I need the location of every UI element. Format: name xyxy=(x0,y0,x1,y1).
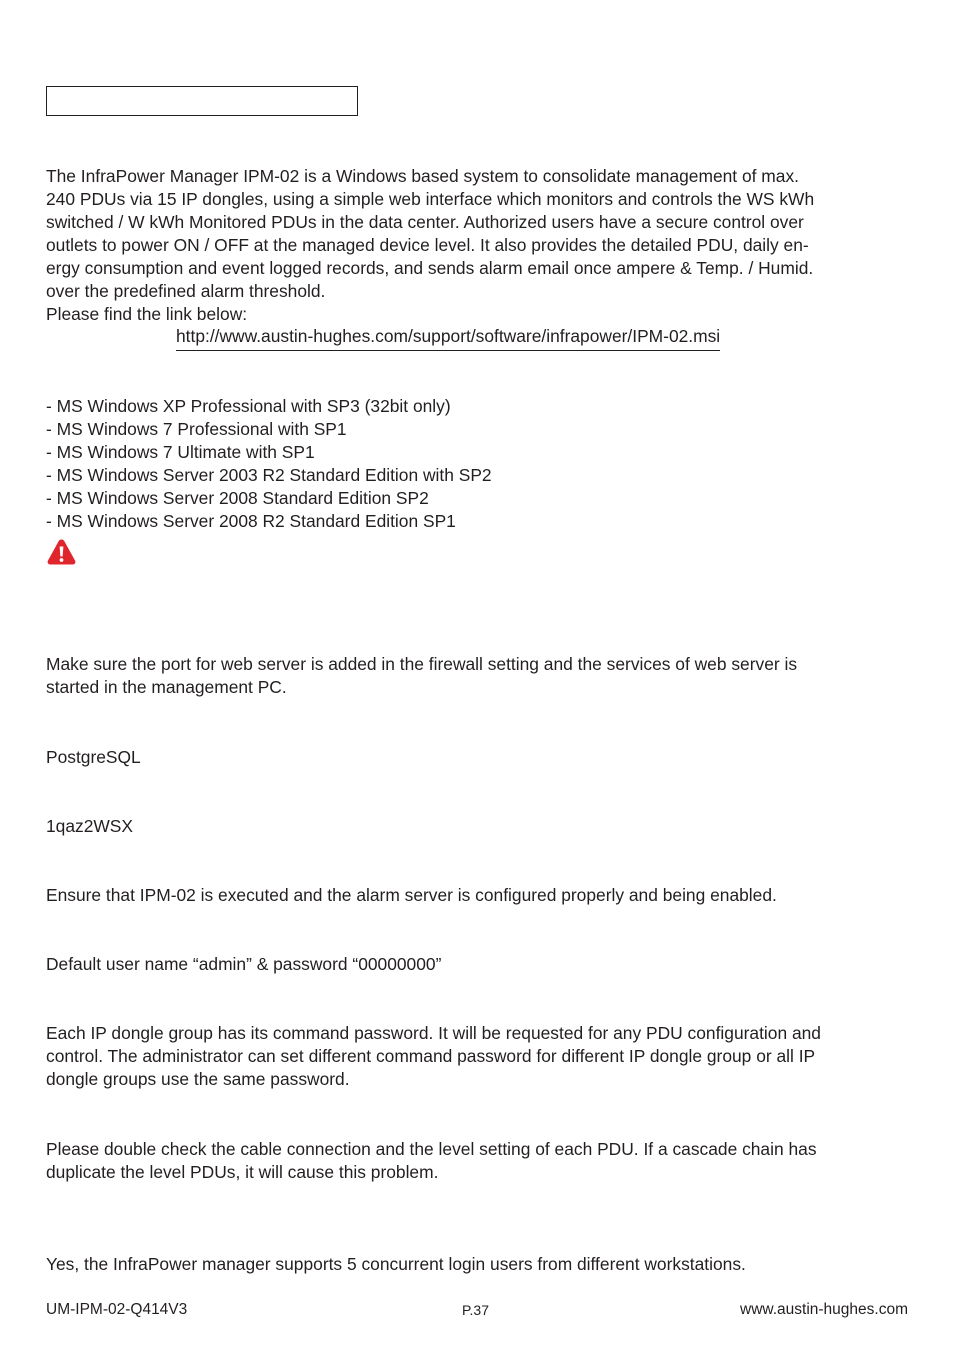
os-list-item: - MS Windows 7 Professional with SP1 xyxy=(46,419,347,439)
answer-default-login: Default user name “admin” & password “00000000” xyxy=(46,954,442,974)
answer-firewall: Make sure the port for web server is added in the firewall setting and the services of web server is started in the management PC. xyxy=(46,654,798,697)
section-header-box xyxy=(46,86,358,116)
answer-db-password: 1qaz2WSX xyxy=(46,816,133,836)
footer-page-number: P.37 xyxy=(462,1302,489,1318)
os-list-item: - MS Windows XP Professional with SP3 (32bit only) xyxy=(46,396,451,416)
answer-command-password: Each IP dongle group has its command password. It will be requested for any PDU configuration and control. The administrator can set different command password for different IP dongle group or all IP dongle groups use the same password. xyxy=(46,1023,821,1089)
answer-concurrent: Yes, the InfraPower manager supports 5 concurrent login users from different workstations. xyxy=(46,1254,746,1274)
answer-db-user: PostgreSQL xyxy=(46,747,141,767)
footer-website[interactable]: www.austin-hughes.com xyxy=(740,1301,908,1318)
warning-icon xyxy=(46,538,77,566)
link-intro: Please find the link below: xyxy=(46,304,248,324)
answer-alarm: Ensure that IPM-02 is executed and the alarm server is configured properly and being enabled. xyxy=(46,885,777,905)
download-link[interactable]: http://www.austin-hughes.com/support/software/infrapower/IPM-02.msi xyxy=(176,325,720,351)
os-list-item: - MS Windows Server 2008 R2 Standard Edition SP1 xyxy=(46,511,456,531)
os-list-item: - MS Windows 7 Ultimate with SP1 xyxy=(46,442,315,462)
footer-doc-code: UM-IPM-02-Q414V3 xyxy=(46,1301,188,1318)
intro-paragraph: The InfraPower Manager IPM-02 is a Windows based system to consolidate management of max. 240 PDUs via 15 IP dongles, using a simple web interface which monitors and controls the WS kWh switched / W kWh Monitored PDUs in the data center. Authorized users have a secure control over outlets to power ON / OFF at the managed device level. It also provides the detailed PDU, daily en- ergy consumption and event logged records, and sends alarm email once ampere & Temp. / Humid. over the predefined alarm threshold. xyxy=(46,166,815,301)
os-list-item: - MS Windows Server 2008 Standard Edition SP2 xyxy=(46,488,429,508)
os-list-item: - MS Windows Server 2003 R2 Standard Edition with SP2 xyxy=(46,465,492,485)
answer-cascade: Please double check the cable connection and the level setting of each PDU. If a cascade chain has duplicate the level PDUs, it will cause this problem. xyxy=(46,1139,817,1182)
